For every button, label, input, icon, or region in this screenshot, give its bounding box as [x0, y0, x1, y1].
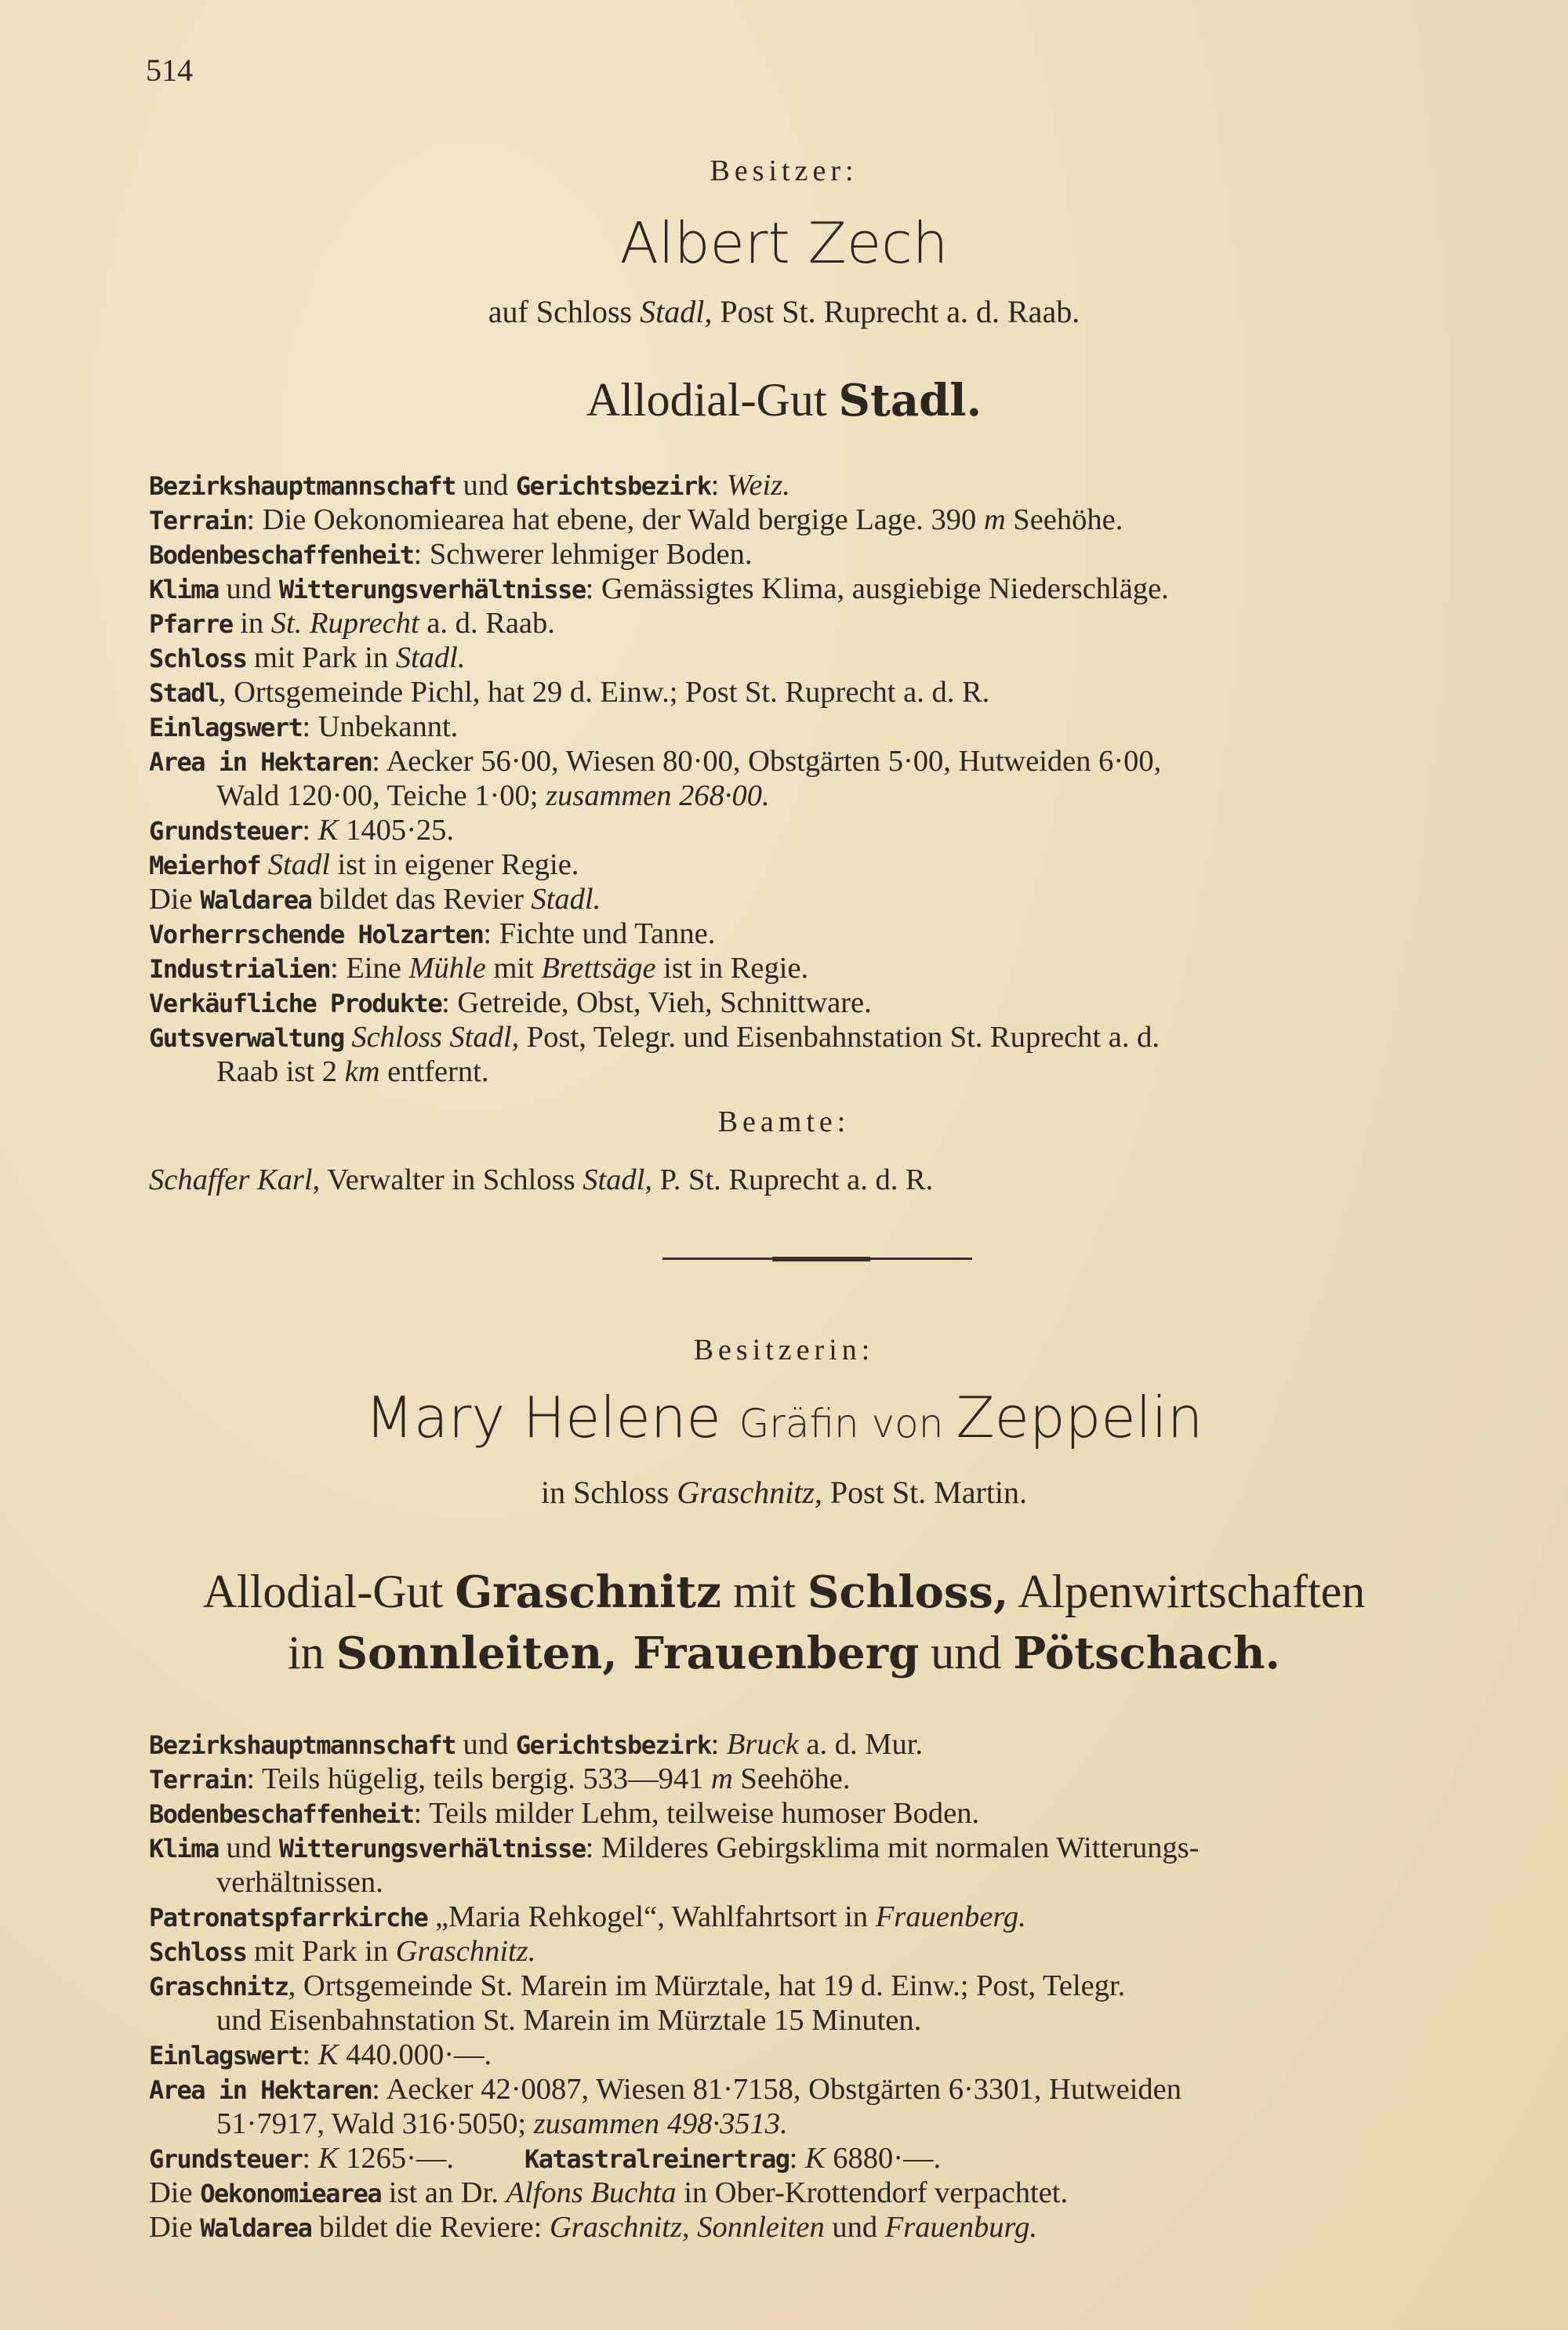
info-line: Terrain: Teils hügelig, teils bergig. 533—941 m Seehöhe.	[149, 1762, 851, 1795]
info-line: Grundsteuer: K 1265·—. Katastralreinertrag: K 6880·—.	[149, 2142, 942, 2175]
info-line: Area in Hektaren: Aecker 42·0087, Wiesen 81·7158, Obstgärten 6·3301, Hutweiden	[149, 2073, 1181, 2106]
info-line: Patronatspfarrkirche „Maria Rehkogel“, Wahlfahrtsort in Frauenberg.	[149, 1900, 1026, 1933]
info-line: Einlagswert: Unbekannt.	[149, 710, 459, 743]
info-line: Schloss mit Park in Stadl.	[149, 641, 466, 674]
estate-title: Allodial-Gut Graschnitz mit Schloss, Alpenwirtschaften	[202, 1566, 1366, 1618]
info-line: Terrain: Die Oekonomiearea hat ebene, der Wald bergige Lage. 390 m Seehöhe.	[149, 503, 1123, 536]
estate-title: Allodial-Gut Stadl.	[586, 374, 982, 426]
officials-label: Beamte:	[717, 1105, 851, 1138]
info-line: Bodenbeschaffenheit: Schwerer lehmiger Boden.	[149, 538, 753, 571]
info-line: Meierhof Stadl ist in eigener Regie.	[149, 848, 579, 881]
info-line: 51·7917, Wald 316·5050; zusammen 498·3513.	[216, 2107, 788, 2140]
info-line: Bodenbeschaffenheit: Teils milder Lehm, teilweise humoser Boden.	[149, 1797, 980, 1830]
owner-name: Mary Helene Gräfin von Zeppelin	[365, 1385, 1203, 1450]
info-line: Vorherrschende Holzarten: Fichte und Tanne.	[149, 917, 716, 950]
info-line: Klima und Witterungsverhältnisse: Milderes Gebirgsklima mit normalen Witterungs-	[149, 1831, 1200, 1864]
info-line: Wald 120·00, Teiche 1·00; zusammen 268·00.	[216, 779, 770, 812]
info-line: verhältnissen.	[216, 1866, 383, 1899]
info-line: Area in Hektaren: Aecker 56·00, Wiesen 80·00, Obstgärten 5·00, Hutweiden 6·00,	[149, 745, 1162, 778]
info-line: Grundsteuer: K 1405·25.	[149, 814, 455, 847]
owner-label: Besitzerin:	[693, 1334, 875, 1366]
info-line: Die Oekonomiearea ist an Dr. Alfons Buchta in Ober-Krottendorf verpachtet.	[149, 2176, 1069, 2209]
info-line: Verkäufliche Produkte: Getreide, Obst, Vieh, Schnittware.	[149, 986, 872, 1019]
separator-rule-left	[662, 1258, 772, 1260]
info-line: Einlagswert: K 440.000·—.	[149, 2038, 492, 2071]
owner-address: in Schloss Graschnitz, Post St. Martin.	[540, 1475, 1028, 1510]
official-line: Schaffer Karl, Verwalter in Schloss Stadl, P. St. Ruprecht a. d. R.	[149, 1163, 934, 1196]
separator-rule-right	[870, 1258, 972, 1260]
owner-name: Albert Zech	[619, 210, 949, 276]
info-line: Raab ist 2 km entfernt.	[216, 1055, 489, 1088]
info-line: Industrialien: Eine Mühle mit Brettsäge ist in Regie.	[149, 952, 809, 985]
info-line: Die Waldarea bildet die Reviere: Graschnitz, Sonnleiten und Frauenburg.	[149, 2211, 1037, 2244]
info-line: Pfarre in St. Ruprecht a. d. Raab.	[149, 607, 555, 640]
info-line: Bezirkshauptmannschaft und Gerichtsbezirk: Weiz.	[149, 469, 790, 502]
owner-label: Besitzer:	[710, 154, 858, 187]
separator-rule-center	[772, 1257, 870, 1261]
info-line: Graschnitz, Ortsgemeinde St. Marein im Mürztale, hat 19 d. Einw.; Post, Telegr.	[149, 1969, 1126, 2002]
estate-title-line-2: in Sonnleiten, Frauenberg und Pötschach.	[287, 1627, 1281, 1679]
info-line: Die Waldarea bildet das Revier Stadl.	[149, 883, 601, 916]
info-line: und Eisenbahnstation St. Marein im Mürztale 15 Minuten.	[216, 2004, 922, 2037]
owner-address: auf Schloss Stadl, Post St. Ruprecht a. d. Raab.	[488, 294, 1080, 329]
page-number: 514	[146, 53, 193, 88]
info-line: Klima und Witterungsverhältnisse: Gemässigtes Klima, ausgiebige Niederschläge.	[149, 572, 1169, 605]
info-line: Gutsverwaltung Schloss Stadl, Post, Telegr. und Eisenbahnstation St. Ruprecht a. d.	[149, 1021, 1160, 1054]
info-line: Stadl, Ortsgemeinde Pichl, hat 29 d. Einw.; Post St. Ruprecht a. d. R.	[149, 676, 990, 709]
info-line: Bezirkshauptmannschaft und Gerichtsbezirk: Bruck a. d. Mur.	[149, 1728, 924, 1761]
info-line: Schloss mit Park in Graschnitz.	[149, 1935, 536, 1968]
